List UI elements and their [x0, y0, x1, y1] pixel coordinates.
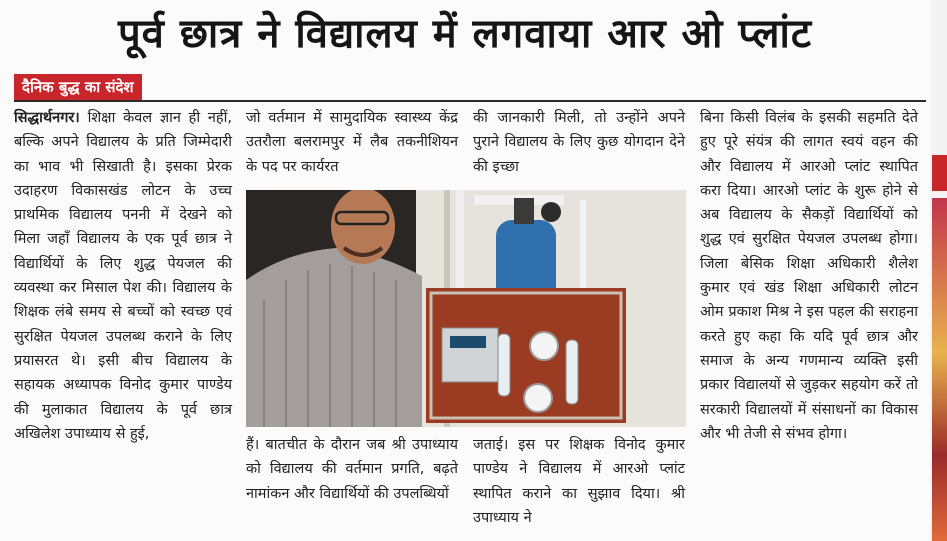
article-column-1 — [14, 106, 232, 446]
column-2-bottom-text: हैं। बातचीत के दौरान जब श्री उपाध्याय को विद्यालय की वर्तमान प्रगति, बढ़ते नामांकन और विद्यार्थियों की उपलब्धियों — [246, 437, 458, 502]
dateline: सिद्धार्थनगर। — [14, 110, 80, 126]
article-column-2-bottom — [246, 433, 458, 506]
adjacent-image-edge — [932, 198, 947, 541]
article-column-3-bottom — [473, 433, 685, 530]
adjacent-red-block — [932, 155, 947, 191]
source-tag: दैनिक बुद्ध का संदेश — [14, 74, 142, 100]
column-2-top-text: जो वर्तमान में सामुदायिक स्वास्थ्य केंद्र उतरौला बलरामपुर में लैब तकनीशियन के पद पर कार्यरत — [246, 110, 458, 175]
source-rule — [14, 100, 926, 102]
column-1-text: शिक्षा केवल ज्ञान ही नहीं, बल्कि अपने विद्यालय के प्रति जिम्मेदारी का भाव भी सिखाती है। इसका प्रेरक उदाहरण विकासखंड लोटन के उच्च प्राथमिक विद्यालय पननी में देखने को मिला जहाँ विद्यालय के एक पूर्व छात्र ने विद्यार्थियों के लिए शुद्ध पेयजल की व्यवस्था कर मिसाल पेश की। विद्यालय के शिक्षक लंबे समय से बच्चों को स्वच्छ एवं सुरक्षित पेयजल उपलब्ध कराने के लिए प्रयासरत थे। इसी बीच विद्यालय के सहायक अध्यापक विनोद कुमार पाण्डेय की मुलाकात विद्यालय के पूर्व छात्र अखिलेश उपाध्याय से हुई, — [14, 110, 232, 442]
headline: पूर्व छात्र ने विद्यालय में लगवाया आर ओ प्लांट — [117, 11, 813, 57]
column-3-top-text: की जानकारी मिली, तो उन्होंने अपने पुराने विद्यालय के लिए कुछ योगदान देने की इच्छा — [473, 110, 685, 175]
article-column-4 — [700, 106, 918, 446]
news-photo — [246, 190, 686, 427]
article-column-3-top — [473, 106, 685, 179]
column-4-text: बिना किसी विलंब के इसकी सहमति देते हुए पूरे संयंत्र की लागत स्वयं वहन की और विद्यालय में आरओ प्लांट स्थापित करा दिया। आरओ प्लांट के शुरू होने से अब विद्यालय के सैकड़ों विद्यार्थियों को शुद्ध एवं सुरक्षित पेयजल उपलब्ध होगा। जिला बेसिक शिक्षा अधिकारी शैलेश कुमार एवं खंड शिक्षा अधिकारी लोटन ओम प्रकाश मिश्र ने इस पहल की सराहना करते हुए कहा कि यदि पूर्व छात्र और समाज के अन्य गणमान्य व्यक्ति इसी प्रकार विद्यालयों से जुड़कर सहयोग करें तो सरकारी विद्यालयों में संसाधनों का विकास और भी तेजी से संभव होगा। — [700, 110, 918, 442]
article-column-2-top — [246, 106, 458, 179]
photo-illustration — [246, 190, 686, 427]
column-3-bottom-text: जताई। इस पर शिक्षक विनोद कुमार पाण्डेय ने विद्यालय में आरओ प्लांट स्थापित कराने का सुझाव दिया। श्री उपाध्याय ने — [473, 437, 685, 526]
